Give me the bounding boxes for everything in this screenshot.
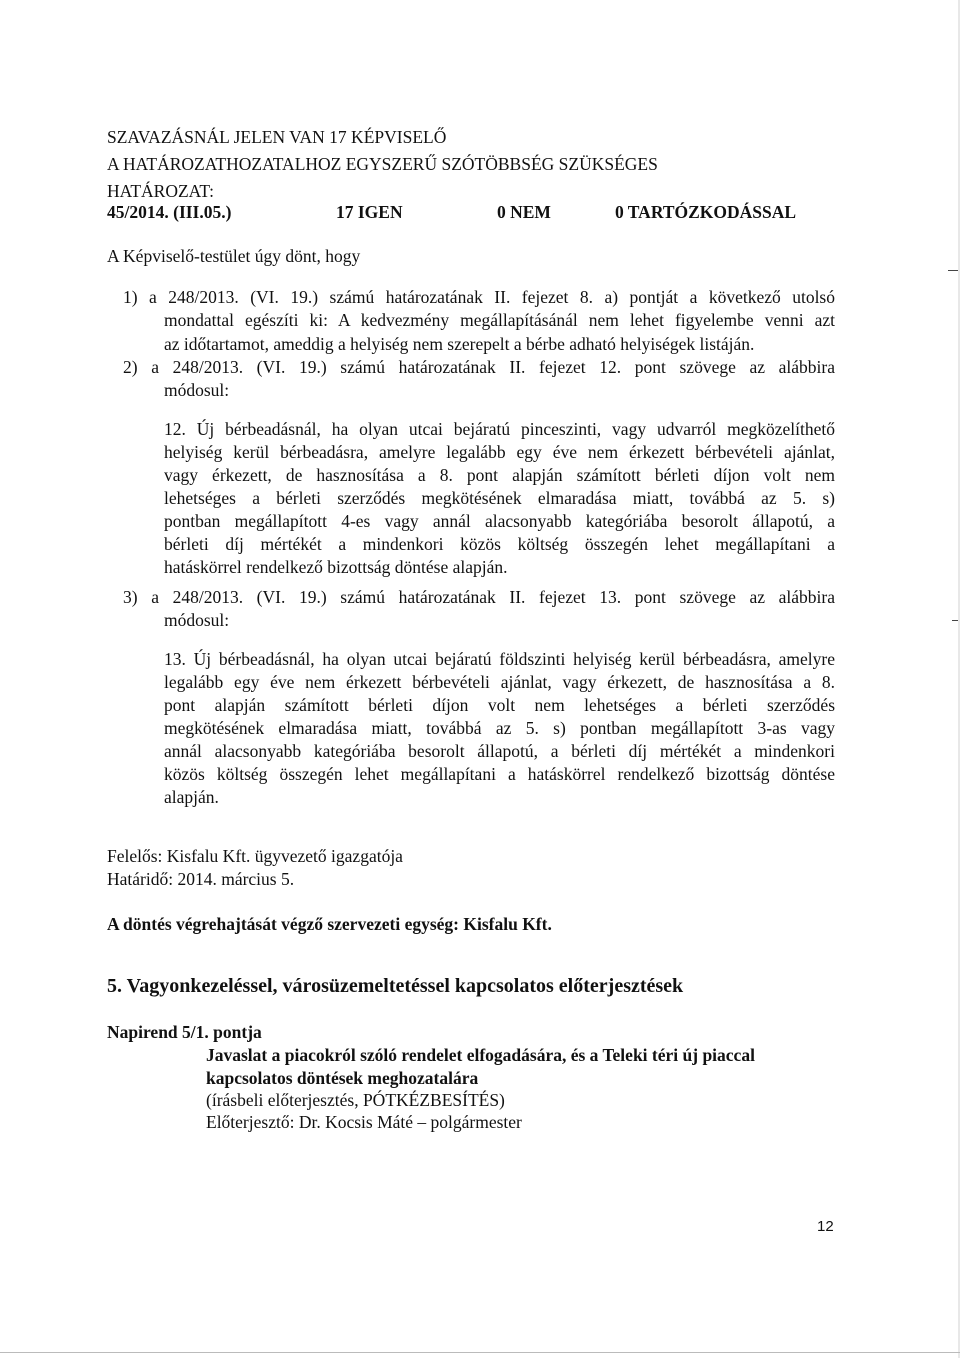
scan-mark: [948, 270, 958, 271]
para13-line-1: 13. Új bérbeadásnál, ha olyan utcai bejáratú földszinti helyiség kerül bérbeadásra, amelyre: [164, 649, 835, 669]
scan-bottom-line: [0, 1352, 960, 1353]
para12-line-7: hatáskörrel rendelkező bizottság döntése alapján.: [164, 557, 508, 577]
header-line-3: HATÁROZAT:: [107, 181, 215, 201]
item1-line-1: 1) a 248/2013. (VI. 19.) számú határozatának II. fejezet 8. a) pontját a következő utolsó: [123, 287, 835, 307]
para12-line-4: lehetséges a bérleti szerződés megkötésének elmaradása miatt, továbbá az 5. s): [164, 488, 835, 508]
deadline-line: Határidő: 2014. március 5.: [107, 869, 295, 889]
para12-line-5: pontban megállapított 4-es vagy annál alacsonyabb kategóriába besorolt állapotú, a: [164, 511, 835, 531]
para12-line-6: bérleti díj mértékét a mindenkori közös költség összegén lehet megállapítani a: [164, 534, 835, 554]
agenda-note: (írásbeli előterjesztés, PÓTKÉZBESÍTÉS): [206, 1090, 505, 1110]
header-line-2: A HATÁROZATHOZATALHOZ EGYSZERŰ SZÓTÖBBSÉG SZÜKSÉGES: [107, 154, 658, 174]
header-line-1: SZAVAZÁSNÁL JELEN VAN 17 KÉPVISELŐ: [107, 127, 447, 147]
executor-line: A döntés végrehajtását végző szervezeti egység: Kisfalu Kft.: [107, 914, 552, 934]
para12-line-2: helyiség kerül bérbeadásra, amelyre legalább egy éve nem érkezett bérbevételi ajánlat,: [164, 442, 835, 462]
item3-line-1: 3) a 248/2013. (VI. 19.) számú határozatának II. fejezet 13. pont szövege az alábbira: [123, 587, 835, 607]
para13-line-4: megkötésének elmaradása miatt, továbbá az 5. s) pontban megállapított 3-as vagy: [164, 718, 835, 738]
item1-line-3: az időtartamot, ameddig a helyiség nem szerepelt a bérbe adható helyiségek listáján.: [164, 334, 755, 354]
agenda-label: Napirend 5/1. pontja: [107, 1022, 262, 1042]
agenda-title-line-2: kapcsolatos döntések meghozatalára: [206, 1068, 479, 1088]
scan-mark: [952, 620, 958, 621]
section-heading: 5. Vagyonkezeléssel, városüzemeltetéssel kapcsolatos előterjesztések: [107, 975, 684, 997]
intro-text: A Képviselő-testület úgy dönt, hogy: [107, 246, 361, 266]
para12-line-1: 12. Új bérbeadásnál, ha olyan utcai bejáratú pinceszinti, vagy udvarról megközelíthető: [164, 419, 835, 439]
para13-line-2: legalább egy éve nem érkezett bérbevételi ajánlat, vagy érkezett, de hasznosítása a 8.: [164, 672, 835, 692]
agenda-title-line-1: Javaslat a piacokról szóló rendelet elfogadására, és a Teleki téri új piaccal: [206, 1045, 755, 1065]
resolution-number: 45/2014. (III.05.): [107, 202, 232, 222]
item2-line-1: 2) a 248/2013. (VI. 19.) számú határozatának II. fejezet 12. pont szövege az alábbira: [123, 357, 835, 377]
para13-line-6: közös költség összegén lehet megállapítani a hatáskörrel rendelkező bizottság döntése: [164, 764, 835, 784]
para13-line-5: annál alacsonyabb kategóriába besorolt állapotú, a bérleti díj mértékét a mindenkori: [164, 741, 835, 761]
vote-no: 0 NEM: [497, 202, 551, 222]
para13-line-7: alapján.: [164, 787, 219, 807]
vote-yes: 17 IGEN: [336, 202, 403, 222]
item1-line-2: mondattal egészíti ki: A kedvezmény megállapításánál nem lehet figyelembe venni azt: [164, 310, 835, 330]
para13-line-3: pont alapján számított bérleti díjon volt nem lehetséges a bérleti szerződés: [164, 695, 835, 715]
item3-line-2: módosul:: [164, 610, 230, 630]
agenda-presenter: Előterjesztő: Dr. Kocsis Máté – polgármester: [206, 1112, 522, 1132]
item2-line-2: módosul:: [164, 380, 230, 400]
page-number: 12: [817, 1218, 834, 1235]
para12-line-3: vagy érkezett, de hasznosítása a 8. pont alapján számított bérleti díjon volt nem: [164, 465, 835, 485]
responsible-line: Felelős: Kisfalu Kft. ügyvezető igazgatója: [107, 846, 403, 866]
vote-abstain: 0 TARTÓZKODÁSSAL: [615, 202, 797, 222]
